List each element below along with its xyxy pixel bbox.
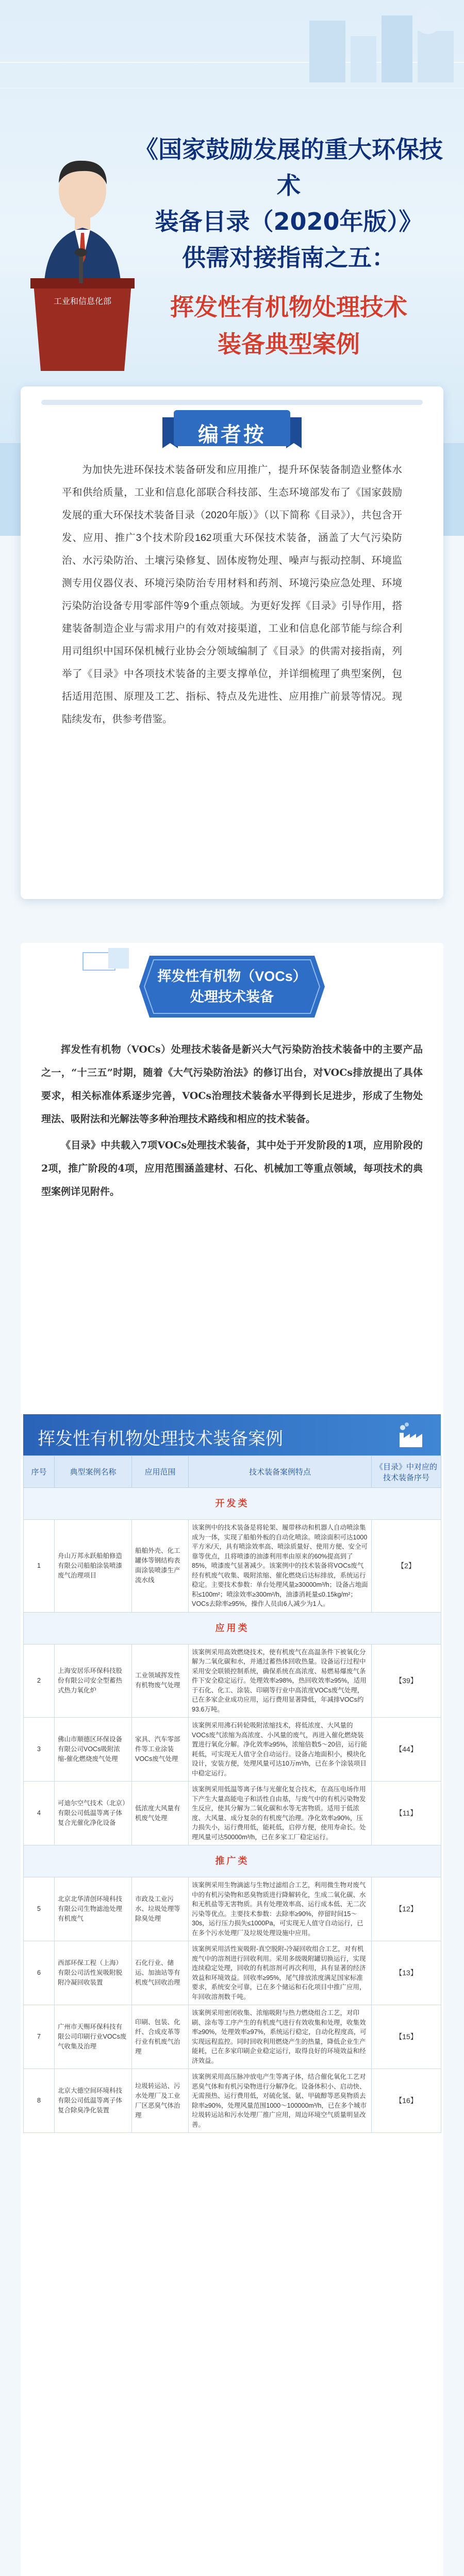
hero-title-line: 《国家鼓励发展的重大环保技术	[135, 135, 443, 199]
application-scope: 低浓度大风量有机废气处理	[132, 1782, 189, 1845]
editor-note-heading: 编者按	[198, 423, 266, 446]
table-row	[24, 1718, 441, 1782]
catalog-reference: 【12】	[372, 1877, 441, 1941]
podium-label: 工业和信息化部	[53, 297, 111, 306]
category-row	[24, 1845, 441, 1877]
case-features: 该案例采用沸石转轮吸附浓缩技术，将低浓度、大风量的VOCs废气浓缩为高浓度、小风量的废气，再进入催化燃烧装置进行氧化分解。净化效率≥95%，浓缩倍数5～20倍，运行能耗低，可实现无人值守全自动运行。设备占地面积小，模块化设计，安装方便，处理风量可达10万m³/h，已在多个涂装项目中稳定运行。	[189, 1718, 372, 1782]
application-scope: 石化行业、储运、加油站等有机废气回收治理	[132, 1941, 189, 2005]
table-row	[24, 1877, 441, 1941]
hero-subtitle-line: 挥发性有机物处理技术	[170, 293, 407, 321]
application-scope: 印刷、包装、化纤、合成皮革等行业有机废气治理	[132, 2005, 189, 2069]
table-row	[24, 1520, 441, 1613]
row-number: 4	[24, 1782, 55, 1845]
speaker-podium-illustration	[23, 155, 142, 371]
table-row	[24, 2005, 441, 2069]
column-header: 典型案例名称	[55, 1456, 132, 1488]
catalog-reference: 【13】	[372, 1941, 441, 2005]
table-row	[24, 1941, 441, 2005]
category-label: 推广类	[24, 1845, 441, 1877]
factory-icon	[396, 1420, 425, 1449]
case-name: 上海安居乐环保科技股份有限公司安全型蓄热式热力氧化炉	[55, 1644, 132, 1718]
hero-subtitle-line: 装备典型案例	[218, 330, 360, 358]
decorative-square	[108, 948, 129, 969]
case-features: 该案例采用活性炭吸附-真空脱附-冷凝回收组合工艺，对有机废气中的溶剂进行回收利用。采用多级吸附罐切换运行，实现连续稳定处理，回收的有机溶剂可再次利用，具有显著的经济效益和环境效益。回收率≥95%，尾气排放浓度满足国家标准要求，系统安全可靠，已在多个储运和石化项目中推广应用，年回收溶剂数千吨。	[189, 1941, 372, 2005]
hero-title	[129, 131, 449, 276]
vocs-section-body	[41, 1038, 423, 1204]
case-features: 该案例采用高压脉冲放电产生等离子体，结合催化氧化工艺对恶臭气体和有机污染物进行分解净化。设备体积小、启动快、无需预热、运行费用低，对硫化氢、氨、甲硫醇等恶臭物质去除率≥90%，处理风量范围1000～100000m³/h，已在多个城市垃圾转运站和污水处理厂推广应用，周边环境空气质量明显改善。	[189, 2069, 372, 2133]
decorative-bar	[41, 400, 423, 405]
editor-note-card	[21, 386, 443, 899]
case-name: 可迪尔空气技术（北京）有限公司低温等离子体复合光催化净化设备	[55, 1782, 132, 1845]
table-row	[24, 2069, 441, 2133]
row-number: 7	[24, 2005, 55, 2069]
table-row	[24, 1782, 441, 1845]
application-scope: 家具、汽车零部件等工业涂装VOCs废气处理	[132, 1718, 189, 1782]
speaker-icon	[23, 155, 142, 371]
hero-title-line: 供需对接指南之五：	[182, 244, 395, 272]
case-features: 该案例采用生物滴滤与生物过滤组合工艺，利用微生物对废气中的有机污染物和恶臭物质进行降解转化，生成二氧化碳、水和无机盐等无害物质。具有处理效率高、运行成本低、无二次污染等优点。主要技术参数：去除率≥90%，停留时间15～30s，运行压力损失≤1000Pa，可实现无人值守自动运行，已在多个污水处理厂及垃圾处理设施中应用。	[189, 1877, 372, 1941]
case-features: 该案例采用密闭收集、浓缩吸附与热力燃烧组合工艺，对印刷、涂布等工序产生的有机废气进行有效收集和处理，收集效率≥90%，处理效率≥97%，系统运行稳定，自动化程度高，可实现远程监控。同时回收利用燃烧产生的热量，降低企业生产能耗，已在多家印刷企业稳定运行，取得良好的环境效益和经济效益。	[189, 2005, 372, 2069]
table-title-bar	[23, 1414, 441, 1455]
case-features: 该案例采用高效燃烧技术，使有机废气在高温条件下被氧化分解为二氧化碳和水，并通过蓄热体回收热量。设备运行过程中采用安全联锁控制系统，确保系统在高浓度、易燃易爆废气条件下安全稳定运行。处理效率≥98%，热回收效率≥95%，适用于石化、化工、涂装、印刷等行业中高浓度VOCs废气处理，已在多家企业成功应用，运行费用显著降低，年减排VOCs约93.6万吨。	[189, 1644, 372, 1718]
column-header: 序号	[24, 1456, 55, 1488]
catalog-reference: 【11】	[372, 1782, 441, 1845]
case-name: 佛山市顺德区环保设备有限公司VOCs吸附浓缩-催化燃烧废气处理	[55, 1718, 132, 1782]
editor-note-body: 为加快先进环保技术装备研发和应用推广，提升环保装备制造业整体水平和供给质量，工业和信息化部联合科技部、生态环境部发布了《国家鼓励发展的重大环保技术装备目录（2020年版）》（以下简称《目录》），共包含开发、应用、推广3个技术阶段162项重大环保技术装备，涵盖了大气污染防治、水污染防治、土壤污染修复、固体废物处理、噪声与振动控制、环境监测专用仪器仪表、环境污染防治专用材料和药剂、环境污染应急处理、环境污染防治设备专用零部件等9个重点领域。为更好发挥《目录》引导作用，搭建装备制造企业与需求用户的有效对接渠道，工业和信息化部节能与综合利用司组织中国环保机械行业协会分领域编制了《目录》的供需对接指南，列举了《目录》中各项技术装备的主要支撑单位，并详细梳理了典型案例，包括适用范围、原理及工艺、指标、特点及先进性、应用推广前景等情况。现陆续发布，供参考借鉴。	[62, 464, 402, 725]
case-name: 广州市天赐环保科技有限公司印刷行业VOCs废气收集及治理	[55, 2005, 132, 2069]
equipment-case-table	[23, 1455, 441, 2133]
case-name: 西部环保工程（上海）有限公司活性炭吸附脱附冷凝回收装置	[55, 1941, 132, 2005]
row-number: 3	[24, 1718, 55, 1782]
table-body	[24, 1488, 441, 2133]
row-number: 6	[24, 1941, 55, 2005]
catalog-reference: 【39】	[372, 1644, 441, 1718]
application-scope: 工业领域挥发性有机物废气处理	[132, 1644, 189, 1718]
case-features: 该案例采用低温等离子体与光催化复合技术，在高压电场作用下产生大量高能电子和活性自由基，与废气中的有机污染物发生反应，使其分解为二氧化碳和水等无害物质。适用于低浓度、大风量、成分复杂的有机废气治理。净化效率≥90%，压力损失小，运行费用低，能耗低，启停方便，使用寿命长。处理风量可达50000m³/h，已在多家工厂稳定运行。	[189, 1782, 372, 1845]
row-number: 8	[24, 2069, 55, 2133]
case-name: 北京大德空间环境科技有限公司低温等离子体复合除臭净化装置	[55, 2069, 132, 2133]
category-row	[24, 1488, 441, 1520]
table-title: 挥发性有机物处理技术装备案例	[38, 1429, 283, 1449]
category-row	[24, 1612, 441, 1644]
vocs-section-badge	[139, 956, 325, 1018]
column-header: 应用范围	[132, 1456, 189, 1488]
paragraph: 《目录》中共载入7项VOCs处理技术装备，其中处于开发阶段的1项，应用阶段的2项，推广阶段的4项，应用范围涵盖建材、石化、机械加工等重点领域，每项技术的典型案例详见附件。	[41, 1140, 423, 1197]
editor-note-ribbon	[162, 407, 302, 450]
column-header: 技术装备案例特点	[189, 1456, 372, 1488]
catalog-reference: 【16】	[372, 2069, 441, 2133]
table-row	[24, 1644, 441, 1718]
application-scope: 船舶外壳、化工罐体等钢结构表面涂装喷漆生产流水线	[132, 1520, 189, 1613]
paragraph: 挥发性有机物（VOCs）处理技术装备是新兴大气污染防治技术装备中的主要产品之一，“十三五”时期，随着《大气污染防治法》的修订出台，对VOCs排放提出了具体要求，相关标准体系逐步完善，VOCs治理技术装备水平得到长足进步，形成了生物处理法、吸附法和光解法等多种治理技术路线和相应的技术装备。	[41, 1044, 423, 1125]
table-header-row	[24, 1456, 441, 1488]
hero-subtitle	[129, 289, 449, 363]
application-scope: 垃圾转运站、污水处理厂及工业厂区恶臭气体治理	[132, 2069, 189, 2133]
column-header: 《目录》中对应的技术装备序号	[372, 1456, 441, 1488]
case-name: 北京北华清创环境科技有限公司生物滤池处理有机废气	[55, 1877, 132, 1941]
case-name: 舟山万邦永跃船舶修造有限公司船舶涂装喷漆废气治理项目	[55, 1520, 132, 1613]
category-label: 开发类	[24, 1488, 441, 1520]
row-number: 2	[24, 1644, 55, 1718]
catalog-reference: 【15】	[372, 2005, 441, 2069]
badge-line: 挥发性有机物（VOCs）	[157, 969, 307, 984]
application-scope: 市政及工业污水、垃圾处理等除臭处理	[132, 1877, 189, 1941]
row-number: 1	[24, 1520, 55, 1613]
badge-line: 处理技术装备	[190, 989, 274, 1005]
catalog-reference: 【2】	[372, 1520, 441, 1613]
case-features: 该案例中的技术装备是将轮架、履带移动和机器人自动喷涂集成为一体，实现了船舶外板的自动化喷涂。喷涂面积可达1000平方米/天，具有喷涂效率高、喷涂质量好、使用方便、安全可靠等优点，且将喷漆的油漆利用率由原来的60%提高到了85%，喷漆废气显著减少。该案例中的技术装备将VOCs废气经有机废气收集、吸附浓缩、催化燃烧后达标排放，系统运行稳定。主要技术参数：单台处理风量≥30000m³/h；设备占地面积≤100m²；喷涂效率≥300m²/h，油漆消耗量≤0.15kg/m²；VOCs去除率≥95%，操作人员由6人减少为1人。	[189, 1520, 372, 1613]
category-label: 应用类	[24, 1612, 441, 1644]
row-number: 5	[24, 1877, 55, 1941]
catalog-reference: 【44】	[372, 1718, 441, 1782]
hero-title-line: 装备目录（2020年版）》	[155, 208, 423, 235]
